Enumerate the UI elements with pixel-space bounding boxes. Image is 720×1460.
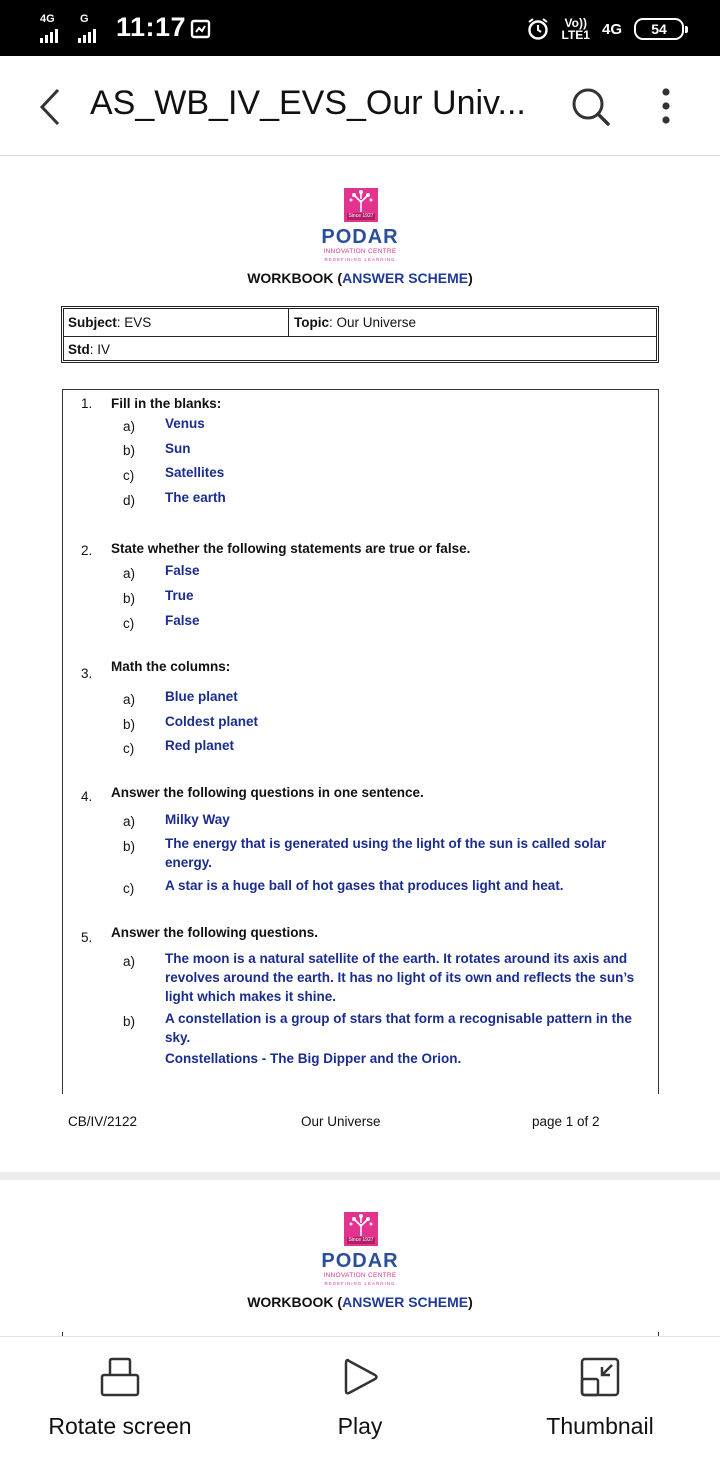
question-text: Answer the following questions.: [111, 925, 319, 940]
document-title: AS_WB_IV_EVS_Our Univ...: [90, 84, 526, 122]
question-number: 1.: [81, 396, 93, 411]
logo-subtitle: INNOVATION CENTRE: [323, 248, 397, 255]
battery-level: 54: [651, 21, 667, 37]
rotate-screen-label: Rotate screen: [48, 1413, 192, 1439]
answer-text: Satellites: [165, 465, 225, 480]
answer-text: True: [165, 588, 194, 603]
play-label: Play: [337, 1413, 383, 1439]
std-cell: [64, 337, 110, 363]
answer-letter: b): [123, 839, 136, 854]
screenshot-icon: [190, 18, 212, 40]
document-viewer[interactable]: [0, 156, 720, 1336]
question-text: Answer the following questions in one sentence.: [111, 785, 424, 800]
subject-value: : EVS: [116, 315, 152, 330]
answer-extra-text: Constellations - The Big Dipper and the Orion.: [165, 1051, 462, 1066]
footer-page-number: page 1 of 2: [532, 1114, 600, 1129]
logo-tagline: REDEFINING LEARNING: [324, 257, 396, 262]
podar-logo: [312, 188, 408, 268]
logo-since: Since 1927: [348, 1237, 374, 1243]
answer-text: Coldest planet: [165, 714, 259, 729]
signal-strength-icon: [40, 29, 58, 43]
topic-label: Topic: [294, 315, 329, 330]
signal-type-label: 4G: [40, 13, 55, 25]
answer-text: Sun: [165, 441, 191, 456]
podar-logo: [312, 1212, 408, 1292]
footer-topic: Our Universe: [301, 1114, 381, 1129]
status-time: 11:17: [116, 12, 187, 42]
answer-letter: c): [123, 881, 135, 896]
thumbnail-label: Thumbnail: [546, 1413, 654, 1439]
answer-box: [62, 389, 659, 1094]
question-number: 2.: [81, 543, 93, 558]
answer-text: The moon is a natural satellite of the earth. It rotates around its axis and revolves around the earth. It has no light of its own and reflects the sun’s light which makes it shine.: [165, 951, 635, 1004]
question-number: 3.: [81, 666, 93, 681]
answer-text: Red planet: [165, 738, 235, 753]
signal-type-label-2: G: [80, 13, 89, 25]
std-label: Std: [68, 342, 90, 357]
answer-text: A star is a huge ball of hot gases that produces light and heat.: [165, 878, 564, 893]
back-arrow-icon[interactable]: [30, 82, 74, 132]
heading-prefix: WORKBOOK (: [247, 270, 343, 286]
logo-tree-icon: [344, 188, 378, 222]
status-bar: [0, 0, 720, 56]
heading-highlight: ANSWER SCHEME: [342, 270, 469, 286]
page-separator: [0, 1172, 720, 1180]
answer-text: The earth: [165, 490, 226, 505]
document-page-2: [0, 1180, 720, 1336]
answer-text: False: [165, 613, 200, 628]
answer-letter: a): [123, 692, 136, 707]
rotate-screen-button[interactable]: [0, 1337, 240, 1460]
subject-cell: [64, 309, 151, 337]
question-number: 4.: [81, 789, 93, 804]
answer-letter: a): [123, 566, 136, 581]
question-number: 5.: [81, 930, 93, 945]
alarm-icon: [526, 17, 550, 41]
heading-suffix: ): [468, 270, 473, 286]
answer-text: A constellation is a group of stars that form a recognisable pattern in the sky.: [165, 1011, 632, 1045]
logo-tree-icon: [344, 1212, 378, 1246]
info-table: [61, 306, 659, 363]
answer-letter: c): [123, 468, 135, 483]
thumbnail-icon: [580, 1357, 620, 1397]
answer-letter: c): [123, 741, 135, 756]
answer-text: Venus: [165, 416, 205, 431]
more-options-icon[interactable]: [648, 84, 684, 128]
answer-text: Milky Way: [165, 812, 230, 827]
heading-highlight: ANSWER SCHEME: [342, 1294, 469, 1310]
thumbnail-button[interactable]: [480, 1337, 720, 1460]
logo-name: PODAR: [321, 226, 399, 248]
answer-letter: c): [123, 616, 135, 631]
logo-subtitle: INNOVATION CENTRE: [323, 1272, 397, 1279]
workbook-heading: [0, 270, 720, 286]
network-type-label: 4G: [601, 20, 622, 38]
answer-letter: b): [123, 717, 136, 732]
answer-letter: a): [123, 954, 136, 969]
answer-letter: a): [123, 419, 136, 434]
workbook-heading: [0, 1294, 720, 1310]
logo-tagline: REDEFINING LEARNING: [324, 1281, 396, 1286]
answer-text: The energy that is generated using the light of the sun is called solar energy.: [165, 836, 607, 870]
answer-letter: d): [123, 493, 136, 508]
answer-text: False: [165, 563, 200, 578]
answer-letter: b): [123, 1014, 136, 1029]
subject-label: Subject: [68, 315, 117, 330]
volte-top-label: Vo)): [564, 16, 587, 30]
answer-letter: b): [123, 443, 136, 458]
heading-suffix: ): [468, 1294, 473, 1310]
question-text: Math the columns:: [111, 659, 231, 674]
logo-since: Since 1927: [348, 213, 374, 219]
rotate-screen-icon: [100, 1357, 140, 1397]
volte-indicator: [562, 17, 590, 41]
heading-prefix: WORKBOOK (: [247, 1294, 343, 1310]
footer-code: CB/IV/2122: [68, 1114, 138, 1129]
bottom-toolbar: [0, 1336, 720, 1460]
battery-icon: [634, 18, 684, 40]
answer-letter: b): [123, 591, 136, 606]
document-page-1: [0, 156, 720, 1172]
topic-cell: [290, 309, 416, 337]
app-bar: [0, 56, 720, 156]
play-button[interactable]: [240, 1337, 480, 1460]
signal-strength-icon-2: [78, 29, 96, 43]
question-text: Fill in the blanks:: [111, 396, 222, 411]
play-icon: [340, 1357, 380, 1397]
answer-text: Blue planet: [165, 689, 238, 704]
question-text: State whether the following statements are true or false.: [111, 541, 471, 556]
topic-value: : Our Universe: [329, 315, 417, 330]
std-value: : IV: [89, 342, 111, 357]
logo-name: PODAR: [321, 1250, 399, 1272]
volte-bottom-label: LTE1: [561, 28, 590, 42]
answer-letter: a): [123, 814, 136, 829]
search-icon[interactable]: [568, 84, 612, 128]
